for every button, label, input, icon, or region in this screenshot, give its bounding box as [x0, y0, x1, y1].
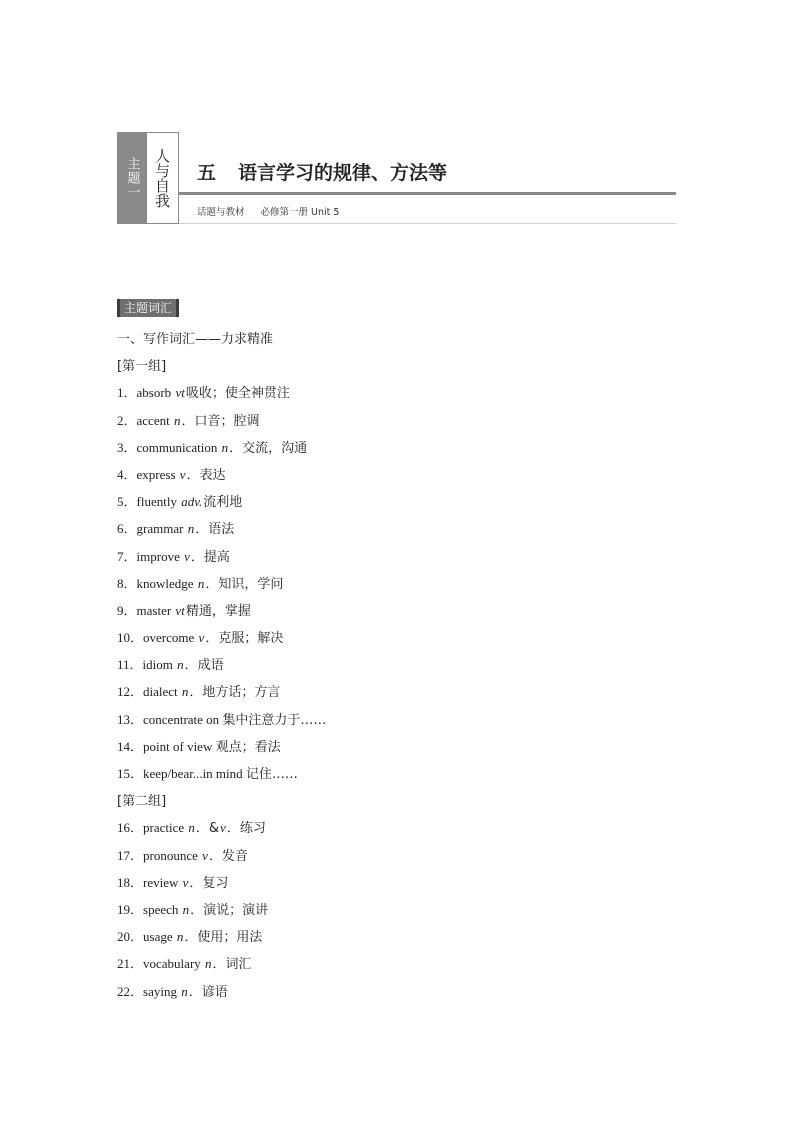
vocab-meaning: ．词汇 — [212, 957, 252, 973]
vocab-meaning: ．& — [195, 821, 220, 837]
vocab-item — [117, 602, 326, 629]
vocab-pos: n — [181, 684, 189, 700]
vocab-num: 4． — [117, 466, 137, 482]
chapter-header — [117, 132, 676, 224]
vocab-pos: n — [197, 575, 205, 591]
vocab-word: overcome — [143, 630, 198, 646]
vocab-word: improve — [136, 548, 184, 564]
subtitle — [197, 204, 339, 218]
vocab-pos: v — [202, 847, 208, 863]
vocab-num: 5． — [117, 494, 137, 510]
vocab-word: knowledge — [136, 575, 197, 591]
vocab-pos: v — [182, 874, 189, 890]
vocab-item — [117, 711, 326, 738]
vocab-word: grammar — [136, 521, 187, 537]
vocab-item — [117, 683, 326, 710]
vocab-pos: n — [181, 983, 188, 999]
vocab-word: absorb — [136, 385, 175, 401]
vocab-num: 14． — [117, 738, 144, 754]
vocab-num: 2． — [117, 412, 137, 428]
header-bottom-rule — [179, 223, 676, 224]
vocab-item — [117, 983, 326, 1010]
vocab-word: review — [143, 874, 182, 890]
vocab-item — [117, 439, 326, 466]
vocab-word: fluently — [136, 494, 181, 510]
vocab-meaning: 集中注意力于…… — [222, 712, 327, 728]
vocab-item — [117, 765, 326, 792]
vocab-num: 20． — [117, 929, 144, 945]
vocab-pos: v — [184, 548, 190, 564]
vocab-num: 1． — [117, 385, 137, 401]
vocab-word: practice — [143, 820, 188, 836]
vocab-meaning: ．克服；解决 — [205, 631, 284, 647]
page-title — [197, 158, 447, 185]
section-heading: 一、写作词汇——力求精准 — [117, 332, 274, 347]
vocab-pos: v — [198, 630, 205, 646]
vocab-meaning: 流利地 — [203, 495, 243, 511]
vocab-meaning: 吸收；使全神贯注 — [185, 386, 290, 402]
vocab-pos: n — [177, 657, 184, 673]
vocab-item — [117, 412, 326, 439]
vocab-pos: v — [179, 466, 186, 482]
vocab-pos: n — [182, 901, 190, 917]
vocab-meaning: ．口音；腔调 — [181, 413, 260, 429]
subtitle-topic: 话题与教材 — [197, 207, 245, 218]
vocab-item — [117, 928, 326, 955]
vocab-word: concentrate on — [143, 711, 223, 727]
vocab-word: saying — [143, 983, 181, 999]
vocab-item — [117, 656, 326, 683]
vocab-pos: n — [176, 929, 184, 945]
vocab-num: 3． — [117, 439, 137, 455]
vocab-meaning: 观点；看法 — [215, 739, 281, 755]
vocab-meaning: ．使用；用法 — [184, 930, 263, 946]
vocab-item — [117, 847, 326, 874]
vocab-word: communication — [136, 439, 221, 455]
vocab-pos: v — [220, 820, 226, 836]
vocab-word: vocabulary — [143, 956, 205, 972]
vocab-num: 21． — [117, 956, 144, 972]
vocab-item — [117, 520, 326, 547]
group-label: [第二组] — [117, 794, 167, 810]
title-divider — [179, 192, 676, 195]
vocab-meaning: 记住…… — [245, 767, 298, 782]
vocab-item — [117, 466, 326, 493]
vocab-pos: n — [187, 521, 195, 537]
vocab-word: keep/bear...in mind — [143, 766, 246, 781]
topic-tab: 人与自我 — [147, 132, 179, 224]
vocab-item — [117, 901, 326, 928]
vocab-item — [117, 629, 326, 656]
vocab-pos: n — [188, 820, 195, 836]
vocabulary-list — [117, 330, 326, 1010]
vocab-item — [117, 819, 326, 846]
vocab-word: usage — [143, 929, 176, 945]
vocab-pos: n — [205, 956, 212, 972]
vocab-meaning: ．复习 — [189, 875, 229, 891]
vocab-item — [117, 384, 326, 411]
vocab-meaning: ．谚语 — [188, 984, 228, 1000]
vocab-meaning: ．知识，学问 — [205, 576, 284, 592]
vocab-word: idiom — [142, 657, 177, 673]
vocab-meaning: ．发音 — [208, 848, 248, 864]
vocab-meaning: ．地方话；方言 — [189, 685, 281, 701]
vocab-item — [117, 874, 326, 901]
vocab-num: 22． — [117, 983, 144, 999]
chapter-number: 五 — [197, 162, 217, 184]
vocab-word: pronounce — [143, 847, 202, 863]
vocab-word: speech — [143, 901, 182, 917]
vocab-num: 6． — [117, 521, 137, 537]
vocab-item — [117, 548, 326, 575]
vocab-meaning: ．成语 — [184, 658, 224, 674]
vocab-num: 11． — [117, 657, 143, 673]
vocab-num: 19． — [117, 901, 144, 917]
section-badge: 主题词汇 — [117, 299, 179, 317]
subtitle-textbook: 必修第一册 Unit 5 — [260, 207, 340, 218]
vocab-pos: vt — [175, 385, 185, 401]
vocab-pos: adv. — [181, 494, 203, 510]
vocab-num: 15． — [117, 766, 144, 781]
vocab-num: 9． — [117, 602, 137, 618]
vocab-meaning: 精通，掌握 — [185, 603, 251, 619]
vocab-item — [117, 738, 326, 765]
vocab-item — [117, 493, 326, 520]
vocab-meaning: ．交流，沟通 — [229, 440, 308, 456]
theme-tab: 主题一 — [117, 132, 147, 224]
vocab-num: 18． — [117, 874, 144, 890]
vocab-num: 16． — [117, 820, 144, 836]
vocab-word: dialect — [143, 684, 181, 700]
vocab-word: accent — [136, 412, 173, 428]
vocab-pos: vt — [175, 602, 185, 618]
vocab-meaning: ．演说；演讲 — [190, 902, 269, 918]
vocab-word: point of view — [143, 738, 216, 754]
vocab-num: 17． — [117, 847, 144, 863]
vocab-num: 10． — [117, 630, 144, 646]
vocab-word: express — [136, 466, 179, 482]
vocab-meaning: ．提高 — [190, 549, 230, 565]
vocab-item — [117, 955, 326, 982]
group-label: [第一组] — [117, 359, 167, 375]
chapter-title: 语言学习的规律、方法等 — [238, 162, 448, 184]
vocab-meaning: ．表达 — [186, 467, 226, 483]
vocab-meaning: ．语法 — [195, 522, 235, 538]
vocab-word: master — [136, 602, 175, 618]
vocab-num: 7． — [117, 548, 137, 564]
vocab-pos: n — [173, 412, 181, 428]
vocab-item — [117, 575, 326, 602]
vocab-meaning: ．练习 — [226, 821, 266, 837]
vocab-num: 8． — [117, 575, 137, 591]
vocab-num: 12． — [117, 684, 144, 700]
vocab-num: 13． — [117, 711, 144, 727]
vocab-pos: n — [221, 439, 229, 455]
